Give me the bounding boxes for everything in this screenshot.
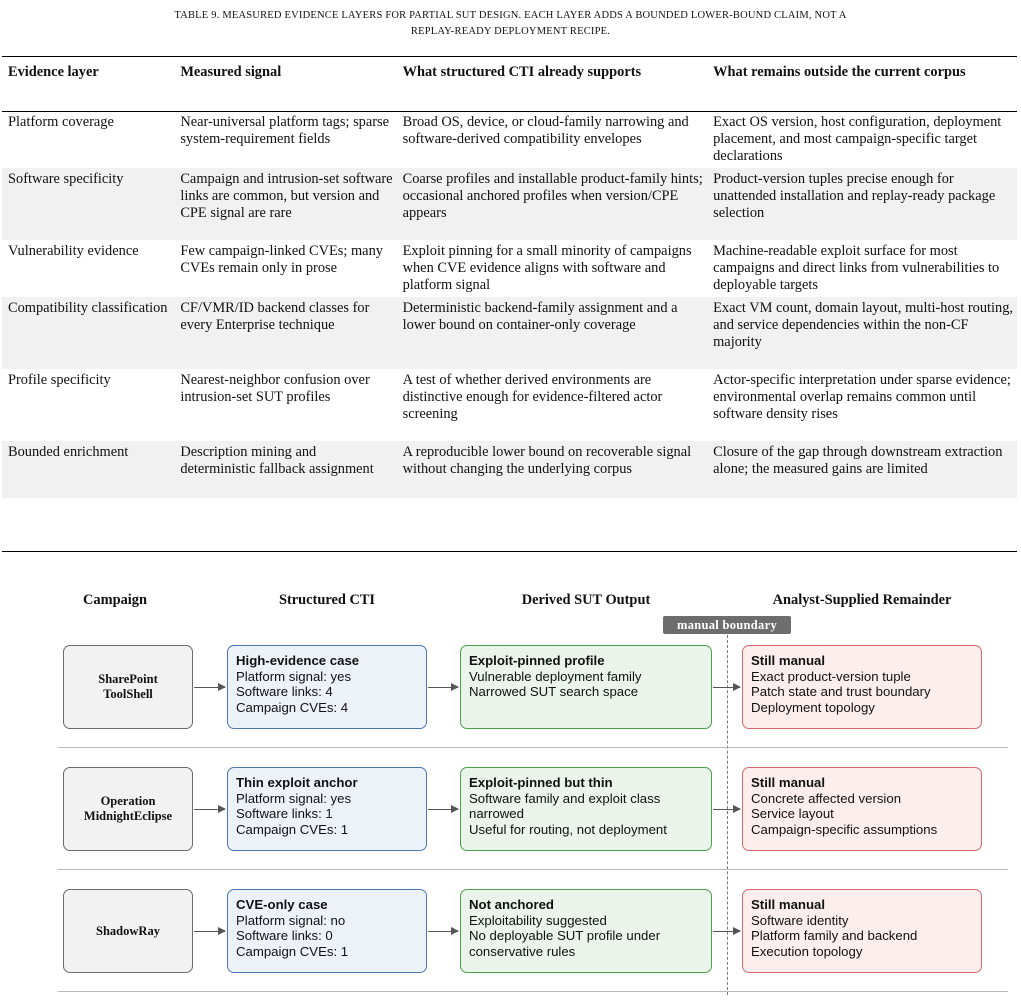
column-header-analyst-remainder: Analyst-Supplied Remainder	[772, 592, 952, 608]
manual-box-line: Platform family and backend	[751, 928, 918, 943]
manual-box-still-manual	[742, 645, 982, 729]
manual-box-line: Deployment topology	[751, 699, 875, 715]
arrow-campaign-to-cti	[194, 809, 225, 810]
table-row	[2, 168, 1017, 240]
sut-box-exploit-pinned-thin	[460, 767, 712, 851]
sut-box-line: Vulnerable deployment family	[469, 668, 642, 684]
table-top-rule	[2, 56, 1017, 57]
sut-box-line: Software family and exploit class	[469, 790, 661, 806]
table-cell: Platform coverage	[8, 114, 114, 130]
table-cell: Broad OS, device, or cloud-family narrowing and software-derived compatibility envelopes	[402, 114, 689, 147]
cti-box-line: Campaign CVEs: 1	[236, 821, 349, 837]
manual-box-line: Campaign-specific assumptions	[751, 821, 938, 837]
cti-box-line: Software links: 4	[236, 684, 333, 699]
campaign-name-line: Operation	[100, 794, 156, 808]
header-evidence-layer: Evidence layer	[8, 64, 99, 80]
table-cell: Profile specificity	[8, 372, 111, 388]
table-header-row	[2, 56, 1017, 111]
row-separator	[58, 747, 1008, 748]
manual-box-line: Exact product-version tuple	[751, 668, 911, 684]
sut-box-line: narrowed	[469, 806, 524, 821]
header-cti-supports: What structured CTI already supports	[402, 64, 642, 80]
arrow-sut-to-manual	[713, 687, 740, 688]
table-caption-line-1: TABLE 9. MEASURED EVIDENCE LAYERS FOR PARTIAL SUT DESIGN. EACH LAYER ADDS A BOUNDED LOWER-BOUND CLAIM, NOT A	[174, 10, 847, 21]
cti-box-line: Platform signal: yes	[236, 790, 352, 806]
sut-box-line: Exploitability suggested	[469, 912, 607, 928]
sut-box-title: Exploit-pinned but thin	[469, 775, 613, 790]
sut-box-line: Useful for routing, not deployment	[469, 821, 667, 837]
cti-box-thin-exploit-anchor	[227, 767, 427, 851]
table-cell: Few campaign-linked CVEs; many CVEs remain only in prose	[180, 243, 383, 276]
table-cell: Exploit pinning for a small minority of campaigns when CVE evidence aligns with software and platform signal	[402, 243, 692, 293]
table-cell: CF/VMR/ID backend classes for every Enterprise technique	[175, 297, 397, 369]
column-header-structured-cti: Structured CTI	[278, 592, 376, 608]
cti-box-line: Software links: 0	[236, 928, 333, 943]
manual-box-still-manual	[742, 889, 982, 973]
campaign-name-line: ToolShell	[103, 687, 153, 701]
campaign-box-shadowray	[63, 889, 193, 973]
table-bottom-rule	[2, 551, 1017, 552]
manual-box-still-manual	[742, 767, 982, 851]
arrow-cti-to-sut	[428, 931, 458, 932]
table-cell: Campaign and intrusion-set software links are common, but version and CPE signal are rare	[175, 168, 397, 240]
arrow-campaign-to-cti	[194, 687, 225, 688]
table-row	[2, 111, 1017, 168]
cti-box-line: Software links: 1	[236, 806, 333, 821]
header-measured-signal: Measured signal	[180, 64, 282, 80]
sut-box-title: Exploit-pinned profile	[469, 653, 605, 668]
cti-box-high-evidence	[227, 645, 427, 729]
table-row	[2, 441, 1017, 498]
table-cell: Exact OS version, host configuration, deployment placement, and most campaign-specific target declarations	[713, 114, 1002, 164]
table-cell: Near-universal platform tags; sparse system-requirement fields	[180, 114, 390, 147]
cti-box-title: High-evidence case	[236, 653, 360, 668]
table-cell: Bounded enrichment	[2, 441, 175, 498]
table-caption	[0, 8, 1021, 40]
manual-box-line: Software identity	[751, 912, 849, 928]
campaign-name-line: MidnightEclipse	[83, 809, 173, 823]
arrow-sut-to-manual	[713, 931, 740, 932]
table-cell: Vulnerability evidence	[8, 243, 139, 259]
table-row	[2, 369, 1017, 441]
cti-box-line: Platform signal: no	[236, 912, 346, 928]
column-header-campaign: Campaign	[83, 592, 147, 608]
campaign-box-sharepoint-toolshell	[63, 645, 193, 729]
table-row	[2, 240, 1017, 297]
manual-box-title: Still manual	[751, 653, 826, 668]
manual-box-line: Patch state and trust boundary	[751, 684, 931, 699]
cti-box-line: Platform signal: yes	[236, 668, 352, 684]
table-cell: A test of whether derived environments are distinctive enough for evidence-filtered actor screening	[402, 372, 663, 422]
sut-box-not-anchored	[460, 889, 712, 973]
table-row	[2, 297, 1017, 369]
table-cell: Compatibility classification	[2, 297, 175, 369]
table-cell: Actor-specific interpretation under sparse evidence; environmental overlap remains common until software density rises	[713, 372, 1011, 422]
table-cell: Deterministic backend-family assignment and a lower bound on container-only coverage	[398, 297, 709, 369]
campaign-box-operation-midnighteclipse	[63, 767, 193, 851]
table-caption-line-2: REPLAY-READY DEPLOYMENT RECIPE.	[410, 26, 611, 37]
campaign-name-line: SharePoint	[98, 672, 158, 686]
table-cell: Coarse profiles and installable product-family hints; occasional anchored profiles when version/CPE appears	[398, 168, 709, 240]
cti-box-cve-only	[227, 889, 427, 973]
sut-box-title: Not anchored	[469, 897, 554, 912]
row-separator	[58, 991, 1008, 992]
column-header-derived-sut: Derived SUT Output	[521, 592, 651, 608]
table-cell: Software specificity	[2, 168, 175, 240]
cti-box-title: Thin exploit anchor	[236, 775, 358, 790]
manual-box-line: Service layout	[751, 806, 834, 821]
manual-boundary-line	[727, 635, 728, 995]
table-cell: Exact VM count, domain layout, multi-host routing, and service dependencies within the non-CF majority	[708, 297, 1017, 369]
manual-box-line: Concrete affected version	[751, 790, 902, 806]
cti-box-line: Campaign CVEs: 1	[236, 943, 349, 959]
sut-box-line: No deployable SUT profile under	[469, 928, 661, 943]
table-cell: Machine-readable exploit surface for most campaigns and direct links from vulnerabilities to deployable targets	[713, 243, 1000, 293]
sut-box-line: Narrowed SUT search space	[469, 684, 639, 699]
campaign-name-line: ShadowRay	[96, 923, 160, 938]
campaign-flow-diagram	[0, 580, 1021, 1000]
arrow-cti-to-sut	[428, 687, 458, 688]
cti-box-line: Campaign CVEs: 4	[236, 699, 349, 715]
table-cell: Nearest-neighbor confusion over intrusion-set SUT profiles	[180, 372, 370, 405]
sut-box-line: conservative rules	[469, 943, 576, 959]
header-remains-outside: What remains outside the current corpus	[713, 64, 966, 80]
arrow-sut-to-manual	[713, 809, 740, 810]
table-header-rule	[2, 111, 1017, 112]
table-cell: Description mining and deterministic fallback assignment	[175, 441, 397, 498]
arrow-cti-to-sut	[428, 809, 458, 810]
manual-box-title: Still manual	[751, 897, 826, 912]
arrow-campaign-to-cti	[194, 931, 225, 932]
evidence-layers-table	[2, 56, 1017, 498]
manual-box-line: Execution topology	[751, 943, 863, 959]
table-cell: Product-version tuples precise enough for unattended installation and replay-ready package selection	[708, 168, 1017, 240]
table-cell: A reproducible lower bound on recoverable signal without changing the underlying corpus	[398, 441, 709, 498]
manual-boundary-label: manual boundary	[663, 616, 791, 634]
sut-box-exploit-pinned-profile	[460, 645, 712, 729]
row-separator	[58, 869, 1008, 870]
table-cell: Closure of the gap through downstream extraction alone; the measured gains are limited	[708, 441, 1017, 498]
cti-box-title: CVE-only case	[236, 897, 328, 912]
manual-box-title: Still manual	[751, 775, 826, 790]
